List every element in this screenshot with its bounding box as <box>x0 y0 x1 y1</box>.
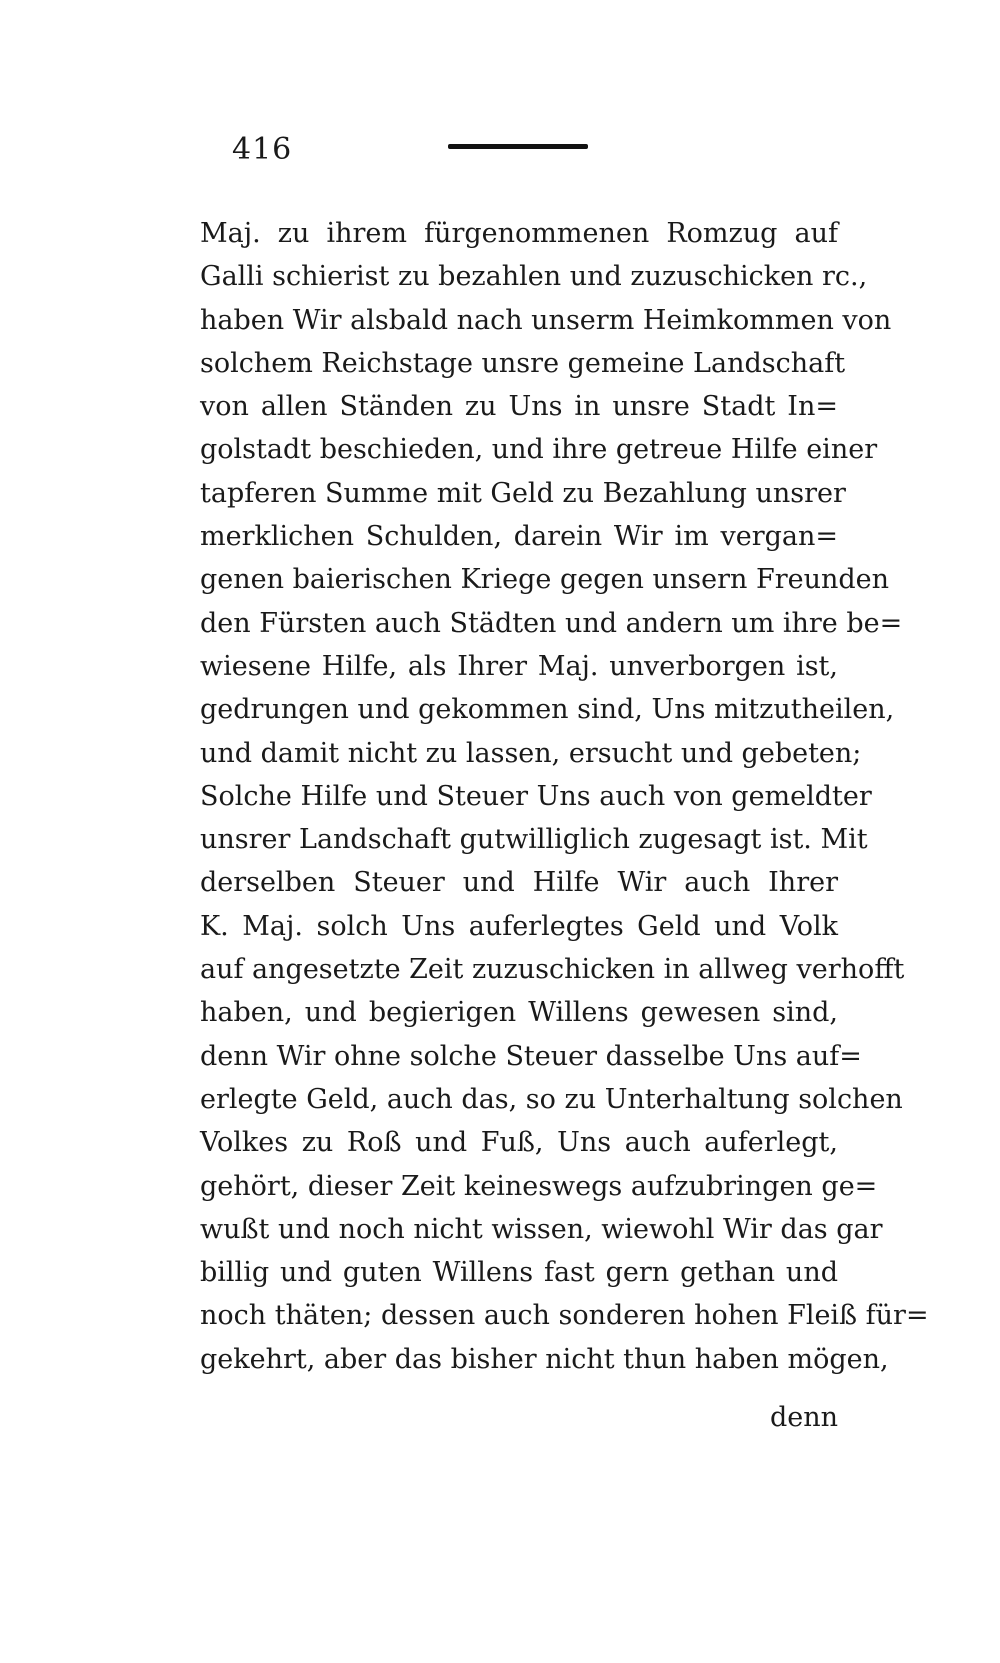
text-line: Solche Hilfe und Steuer Uns auch von gemeldter <box>200 780 872 812</box>
page-header <box>0 130 1000 170</box>
text-line: auf angesetzte Zeit zuzuschicken in allweg verhofft <box>200 954 905 986</box>
text-line: gekehrt, aber das bisher nicht thun haben mögen, <box>200 1343 889 1375</box>
text-line: haben, und begierigen Willens gewesen sind, <box>200 997 838 1029</box>
text-line: golstadt beschieden, und ihre getreue Hilfe einer <box>200 434 878 466</box>
text-line: wiesene Hilfe, als Ihrer Maj. unverborgen ist, <box>200 650 838 682</box>
body-text <box>200 212 929 1381</box>
text-line: solchem Reichstage unsre gemeine Landschaft <box>200 347 846 379</box>
text-line: Volkes zu Roß und Fuß, Uns auch auferlegt, <box>200 1127 838 1159</box>
header-rule <box>448 144 588 149</box>
text-line: unsrer Landschaft gutwilliglich zugesagt ist. Mit <box>200 824 868 856</box>
text-line: billig und guten Willens fast gern gethan und <box>200 1257 838 1289</box>
page-number: 416 <box>232 132 293 167</box>
text-line: noch thäten; dessen auch sonderen hohen Fleiß für= <box>200 1300 929 1332</box>
text-line: haben Wir alsbald nach unserm Heimkommen von <box>200 304 892 336</box>
text-line: tapferen Summe mit Geld zu Bezahlung unsrer <box>200 477 846 509</box>
text-line: genen baierischen Kriege gegen unsern Freunden <box>200 564 890 596</box>
text-line: wußt und noch nicht wissen, wiewohl Wir das gar <box>200 1213 883 1245</box>
text-line: denn Wir ohne solche Steuer dasselbe Uns auf= <box>200 1040 862 1072</box>
text-line: den Fürsten auch Städten und andern um ihre be= <box>200 607 903 639</box>
text-line: gehört, dieser Zeit keineswegs aufzubringen ge= <box>200 1170 878 1202</box>
text-line: gedrungen und gekommen sind, Uns mitzutheilen, <box>200 694 895 726</box>
catchword: denn <box>770 1402 839 1433</box>
text-line: merklichen Schulden, darein Wir im vergan= <box>200 521 838 553</box>
text-line: Maj. zu ihrem fürgenommenen Romzug auf <box>200 218 838 249</box>
text-line: und damit nicht zu lassen, ersucht und gebeten; <box>200 737 862 769</box>
text-line: derselben Steuer und Hilfe Wir auch Ihrer <box>200 867 838 899</box>
text-line: K. Maj. solch Uns auferlegtes Geld und Volk <box>200 910 838 942</box>
text-line: von allen Ständen zu Uns in unsre Stadt In= <box>200 391 838 423</box>
text-line: Galli schierist zu bezahlen und zuzuschicken rc., <box>200 261 868 293</box>
text-line: erlegte Geld, auch das, so zu Unterhaltung solchen <box>200 1083 903 1115</box>
